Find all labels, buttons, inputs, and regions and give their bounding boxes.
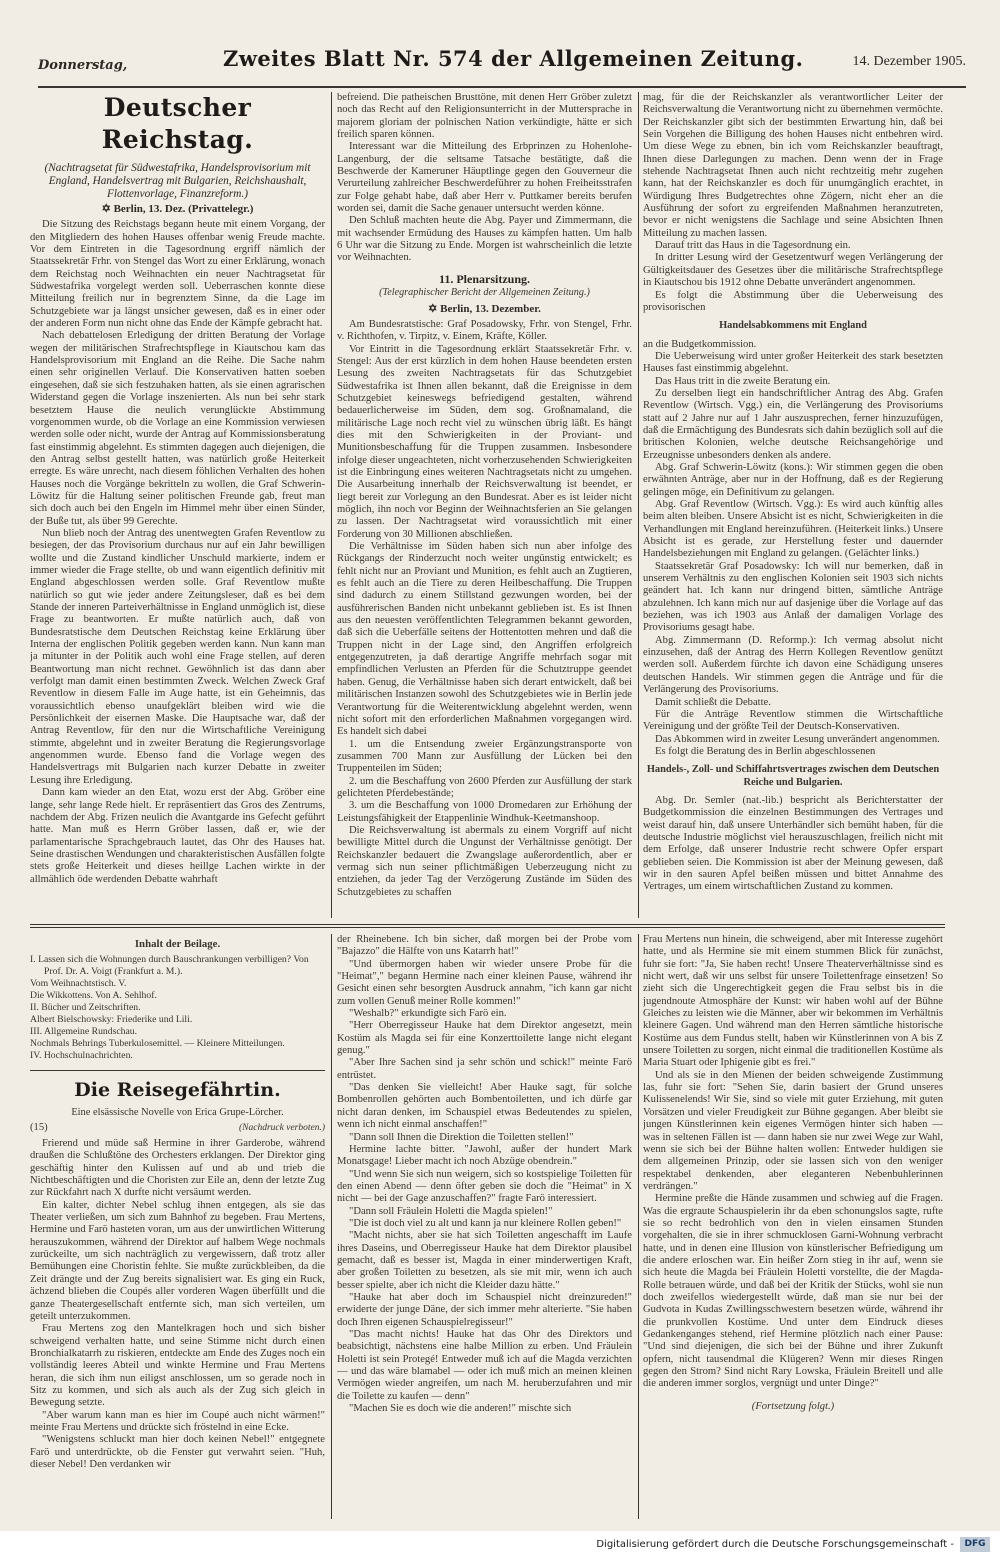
inhalt-title: Inhalt der Beilage.	[134, 938, 221, 950]
inhalt-item: III. Allgemeine Rundschau.	[30, 1026, 138, 1038]
handel-england-heading: Handelsabkommens mit England	[719, 320, 867, 332]
paragraph: "Und wenn Sie sich nun weigern, sich so kostspielige Toiletten für den einen Abend — denn öfter geben sie doch die "Heimat" in X nicht — bei der Gage anzuschaffen?" fragte Farö interessiert.	[337, 1168, 632, 1205]
paragraph: "Weshalb?" erkundigte sich Farö ein.	[349, 1008, 507, 1020]
inhalt-item: Albert Bielschowsky: Friederike und Lili.	[30, 1014, 193, 1026]
paragraph: "Dann soll Ihnen die Direktion die Toiletten stellen!"	[349, 1131, 574, 1143]
paragraph: Interessant war die Mitteilung des Erbprinzen zu Hohenlohe-Langenburg, der die seltsame Tatsache bestätigte, daß die Beschwerde der Kameruner Häuptlinge gegen den Gouverneur die Verurteilung zahlreicher Beschwerdeführer zu hohen Freiheitsstrafen zur Folge gehabt habe, daß aber Herr v. Puttkamer bereits berufen worden sei, damit die Sache genauer untersucht werden könne.	[337, 141, 632, 215]
paragraph: "Machen Sie es doch wie die anderen!" mischte sich	[349, 1403, 572, 1415]
footer-credit: Digitalisierung gefördert durch die Deutsche Forschungsgemeinschaft -	[596, 1539, 954, 1550]
paragraph: Es folgt die Beratung des in Berlin abgeschlossenen	[655, 745, 876, 757]
paragraph: Frau Mertens zog den Mantelkragen hoch und sich bisher schweigend verhalten hatte, und seine Stimme nicht durch einen Bronchialkatarrh zu riskieren, entdeckte am Ende des Zuges noch ein vollständig leeres Abteil und winkte Hermine und Frau Mertens heran, die sich ihm nun eiligst anschlossen, um so gerade noch in Sitz zu kommen, und sich als auch als der Zug sich gleich in Bewegung setzte.	[30, 1323, 325, 1409]
paragraph: Abg. Zimmermann (D. Reformp.): Ich vermag absolut nicht einzusehen, daß der Antrag des Herrn Kollegen Reventlow genützt werden soll. Außerdem fürchte ich davon eine Schädigung unseres deutschen Handels. Wir stimmen gegen die Anträge und für die Verlängerung des Provisoriums.	[643, 634, 943, 696]
column-divider	[331, 92, 332, 918]
paragraph: an die Budgetkommission.	[643, 338, 757, 350]
paragraph: Das Haus tritt in die zweite Beratung ein.	[655, 375, 831, 387]
paragraph: Nun blieb noch der Antrag des unentwegten Grafen Reventlow zu besiegen, der das Provisorium durchaus nur auf ein Jahr bewilligen wollte und die Zustand kindlicher Unschuld markierte, indem er immer wieder die Frage stellte, ob und wann eigentlich definitiv mit England abgeschlossen werden solle. Graf Reventlow mußte natürlich so gut wie jeder andere Zeitungsleser, daß es bei dem Stande der inneren Parteiverhältnisse in England unmöglich ist, diese Frage zu beantworten. Er mußte natürlich auch, daß von Bundesratstische dem Deutschen Reichstag keine Erklärung über Interna der englischen Politik gegeben werden kann. Nun kann man ja mitunter in der Politik auch wohl eine Frage stellen, auf deren Beantwortung man nicht rechnet. Gewöhnlich ist das dann aber verfolgt man damit einen bestimmten Zweck. Welchen Zweck Graf Reventlow in diesem Falle im Auge hatte, ist ein Geheimnis, das voraussichtlich ebenso unaufgeklärt bleiben wird wie die Persönlichkeit der eisernen Maske. Die Hauptsache war, daß der Antrag Reventlow, für den nur die Wirtschaftliche Vereinigung stimmte, abgelehnt und in zweiter Beratung die Regierungsvorlage angenommen wurde. Ebenso fand die Vorlage wegen des Handelsvertrags mit Bulgarien nach kurzer Debatte in zweiter Lesung ihre Erledigung.	[30, 527, 325, 786]
paragraph: "Aber warum kann man es hier im Coupé auch nicht wärmen!" meinte Frau Mertens und drückte sich fröstelnd in eine Ecke.	[30, 1409, 325, 1433]
paragraph: "Macht nichts, aber sie hat sich Toiletten angeschafft im Laufe ihres Daseins, und Oberregisseur Hauke hat dem Direktor plausibel gemacht, daß es besser ist, Magda in einer minderwertigen Kraft, aber großen Toiletten zu besetzen, als sie mit mir, wenn ich auch besser spielte, aber ich nicht die Kleider dazu hätte."	[337, 1230, 632, 1291]
feuilleton-column-2	[337, 934, 632, 1519]
reichstag-heading: Deutscher Reichstag.	[101, 93, 254, 154]
paragraph: "Herr Oberregisseur Hauke hat dem Direktor angesetzt, mein Kostüm als Magda sei für eine Konzerttoilette lange nicht elegant genug."	[337, 1020, 632, 1057]
paragraph: Ein kalter, dichter Nebel schlug ihnen entgegen, als sie das Theater verließen, um sich zum Bahnhof zu begeben. Frau Mertens, Hermine und Farö hasteten voran, um aus der unwirtlichen Witterung herauszukommen, während der Direktor auf halbem Wege nochmals zurückeilte, um sich nachträglich zu vergewissern, daß trotz aller Bemühungen eine Choristin fehlte. Sie mußte zurückbleiben, da die Zeit drängte und der Zug bereits signalisiert war. Es ging ein Ruck, ächzend blieben die Coupés aller vorderen Wagen überfüllt und die ganze Theatergesellschaft entfernte sich, man sich verteilen, um geteilt unterzukommen.	[30, 1199, 325, 1322]
handel-bulgarien-heading: Handels-, Zoll- und Schiffahrtsvertrages zwischen dem Deutschen Reiche und Bulgarien.	[646, 764, 940, 788]
inhalt-item: Die Wikkottens. Von A. Sehlhof.	[30, 990, 157, 1002]
paragraph: Die Sitzung des Reichstags begann heute mit einem Vorgang, der den Mitgliedern des hohen Hauses offenbar wenig Freude machte. Vor dem Eintreten in die Tagesordnung ergriff nämlich der Staatssekretär Frhr. von Stengel das Wort zu einer Erklärung, wonach dem Reichstag noch Weihnachten ein neuer Nachtragsetat für Südwestafrika vorgelegt werden soll. Ueberraschen konnte diese Mitteilung freilich nur in begrenztem Sinne, da die Lage im Schutzgebiete war ja längst unsicher gewesen, daß es in einer oder der anderen Form nun nicht ohne das Ende der Kämpfe gebracht hat.	[30, 219, 325, 330]
column-divider	[331, 934, 332, 1519]
inhalt-item: II. Bücher und Zeitschriften.	[30, 1002, 141, 1014]
paragraph: 1. um die Entsendung zweier Ergänzungstransporte von zusammen 700 Mann zur Ausfüllung der Lücken bei den Truppenteilen im Süden;	[337, 738, 632, 775]
story-meta	[30, 1122, 325, 1138]
paragraph: der Rheinebene. Ich bin sicher, daß morgen bei der Probe vom "Bajazzo" die Hälfte von uns Katarrh hat!"	[337, 934, 632, 958]
paragraph: Und als sie in den Mienen der beiden schweigende Zustimmung las, fuhr sie fort: "Sehen Sie, darin basiert der Grund unseres Kulissenelends! Wir Sie, sind so viele mit guter Erziehung, mit guten Vorsätzen und vieler Freudigkeit zur Bühne gegangen. Aber bleibt sie jungen Künstlerinnen kein eigenes Vermögen hinter sich haben — was in seltenen Fällen ist — dann haben sie nur zwei Wege zur Wahl, wenn sie sich bei der Bühne halten wollen: Entweder huldigen sie dem allgemeinen Prinzip, oder sie lassen sich von den weniger respektabel denkenden, aber eleganteren Nebenbuhlerinnen verdrängen."	[643, 1069, 943, 1192]
paragraph: "Wenigstens schluckt man hier doch keinen Nebel!" entgegnete Farö und unterdrückte, ob die Fenster gut verwahrt seien. "Huh, dieser Nebel! Den verdanken wir	[30, 1434, 325, 1470]
paragraph: Die Reichsverwaltung ist abermals zu einem Vorgriff auf nicht bewilligte Mittel durch die Ungunst der Verhältnisse genötigt. Der Reichskanzler bedauert die Zwangslage außerordentlich, aber er vermag sich nun seiner pflichtmäßigen Ueberzeugung nicht zu entziehen, da jeder Tag der Verzögerung Zustände im Süden des Schutzgebietes zu schaffen	[337, 824, 632, 898]
header-rule	[38, 86, 966, 88]
dfg-logo-icon: DFG	[960, 1537, 990, 1552]
paragraph: "Das macht nichts! Hauke hat das Ohr des Direktors und beabsichtigt, nächstens eine halbe Million zu erben. Und Fräulein Holetti ist sein Protegé! Entweder muß ich auf die Magda verzichten — und das wäre blamabel — oder ich muß mich an meinen kleinen Vermögen wieder angreifen, um nach M. heruberzufahren und mir die Toilette zu kaufen — denn"	[337, 1329, 632, 1402]
paragraph: 2. um die Beschaffung von 2600 Pferden zur Ausfüllung der stark gelichteten Pferdebestände;	[337, 775, 632, 799]
paragraph: Hermine lachte bitter. "Jawohl, außer der hundert Mark Monatsgage! Lieber macht ich noch Abzüge obendrein."	[337, 1143, 632, 1168]
inhalt-list	[30, 954, 325, 1062]
reichstag-column-1	[30, 92, 325, 917]
paragraph: Zu derselben liegt ein handschriftlicher Antrag des Abg. Grafen Reventlow (Wirtsch. Vgg.) ein, die Verlängerung des Provisoriums statt auf 2 Jahre nur auf 1 Jahr auszusprechen, ferner hinzuzufügen, daß die Ermächtigung des Bundesrats sich dahin bezüglich soll auf die britischen Kolonien, welche deutsche Reichsangehörige und Erzeugnisse unbesonders denken als andere.	[643, 387, 943, 461]
inhalt-rule	[30, 1070, 325, 1071]
header-date: 14. Dezember 1905.	[852, 54, 966, 69]
paragraph: Hermine preßte die Hände zusammen und schwieg auf die Fragen. Was die ergraute Schauspielerin ihr da eben schonungslos sagte, rufte sie so recht bedrohlich von den in vielen einsamen Stunden vorgehalten, die sie in ihrer schmucklosen Garni-Wohnung verbracht hatte, und in denen eine Illusion von künstlerischer Befriedigung um die andere erloschen war. Ein heißer Zorn stieg in ihr auf, wenn sie sich heute die Magda bei Fräulein Holetti vorstellte, die der Magda-Rolle betrauen würde, und daß bei der Kritik der Stücks, wohl sie nun doch zweifellos wiedergestellt würde, daß man sie nur bei der Gudvota in Kudas Zwillingsschwestern besetzen würde, während ihr die prunkvollen Kostüme. Und unter dem Eindruck dieses Gedankenganges stehend, rief Hermine plötzlich nach einer Pause: "Und sind diejenigen, die sich bei der Bühne und ihrer Zukunft opfern, nicht tausendmal die Klügeren? Wenn mir dieses Ringen gegen den Strom? Sind nicht Rary Lowska, Fräulein Breitell und alle die anderen immer sorglos, vergnügt und unter Dinge?"	[643, 1193, 943, 1390]
column-divider	[638, 934, 639, 1519]
paragraph: Staatssekretär Graf Posadowsky: Ich will nur bemerken, daß in unserem Verhältnis zu den englischen Kolonien seit 1903 sich nichts geändert hat. Ich kann nur dringend bitten, sämtliche Anträge abzulehnen. Ich kann mich nur auf dasjenige über die Vorlage auf das beziehen, was ich 1903 aus Anlaß der damaligen Vorlage des Provisoriums gesagt habe.	[643, 560, 943, 634]
digitization-footer	[0, 1531, 1000, 1558]
header-day: Donnerstag,	[38, 58, 128, 73]
paragraph: Für die Anträge Reventlow stimmen die Wirtschaftliche Vereinigung und der größte Teil der Deutsch-Konservativen.	[643, 708, 943, 733]
story-number: (15)	[30, 1121, 48, 1133]
paragraph: Nach debattelosen Erledigung der dritten Beratung der Vorlage wegen der militärischen Strafrechtspflege in Kiautschou kam das Handelsprovisorium mit England an die Reihe. Die Sache nahm einen sehr originellen Verlauf. Die Konservativen hatten soeben eingesehen, daß sie sich festzuhaken hatten, als sie einen agrarischen Widerstand gegen die Vorlage inszenierten. Als nun bei sehr stark besetztem Hause die neulich verunglückte Abstimmung vorgenommen wurde, ob die Vorlage an eine Kommission verwiesen werden solle oder nicht, wurde der Antrag auf Kommissionsberatung fast einstimmig abgelehnt. Es stimmten dagegen auch diejenigen, die den Antrag selbst gestellt hatten, was natürlich große Heiterkeit erregte. Es wäre unrecht, nach diesem föhlichen Verhalten des hohen Hauses noch die Vorgänge bekritteln zu wollen, die Graf Schwerin-Löwitz für die Haltung seiner politischen Freunde gab, freut man sich doch auch bei den Engeln im Himmel mehr über einen Sünder, der Buße tut, als über 99 Gerechte.	[30, 330, 325, 527]
paragraph: Abg. Graf Reventlow (Wirtsch. Vgg.): Es wird auch künftig alles beim alten bleiben. Unsere Absicht ist es nicht, Schwierigkeiten in die Verhandlungen mit England hereinzuführen. (Heiterkeit links.) Unsere Absicht ist es gerade, zur Herstellung fester und dauernder Handelsbeziehungen mit England zu gelangen. (Gelächter links.)	[643, 499, 943, 560]
header-title: Zweites Blatt Nr. 574 der Allgemeinen Zeitung.	[223, 46, 804, 71]
page-header	[38, 44, 966, 84]
paragraph: Am Bundesratstische: Graf Posadowsky, Frhr. von Stengel, Frhr. v. Richthofen, v. Tirpitz, v. Einem, Kräfte, Köller.	[337, 318, 632, 343]
paragraph: Damit schließt die Debatte.	[655, 696, 771, 708]
paragraph: 3. um die Beschaffung von 1000 Dromedaren zur Erhöhung der Leistungsfähigkeit der Etappenlinie Windhuk-Keetmanshoop.	[337, 800, 632, 824]
paragraph: Abg. Graf Schwerin-Löwitz (kons.): Wir stimmen gegen die oben erwähnten Anträge, aber nur in der Hoffnung, daß es der Regierung gelingen möge, ein Definitivum zu gelangen.	[643, 461, 943, 498]
section-rule	[30, 927, 945, 928]
paragraph: "Das denken Sie vielleicht! Aber Hauke sagt, für solche Bombenrollen gehörten auch Bombentoiletten, und ich dürfe gar nicht daran denken, im Schauspiel etwas Bedeutendes zu spielen, wenn ich nicht einmal anschaffen!"	[337, 1082, 632, 1131]
paragraph: Frau Mertens nun hinein, die schweigend, aber mit Interesse zugehört hatte, und als Hermine sie mit einem stummen Blick für zunächst, fuhr sie fort: "Ja, Sie haben recht! Unsere Theaterverhältnisse sind es nicht wert, daß wir uns selbst für unsere Toilettenfrage einsetzen! So zieht sich die Ungerechtigkeit gegen die Frau selbst bis in die jugendnoute Atmosphäre der Kunst: wir haben wohl auf der Bühne Gleiches zu leisten wie die Männer, aber wir bekommen im Verhältnis kleinere Gagen. Und während man den Herren sämtliche historische Kostüme aus dem Fundus stellt, haben wir Künstlerinnen von A bis Z unsere Toiletten zu sorgen, nicht einmal die traditionellen Kostüme als Maria Stuart oder Iphigenie gibt es frei."	[643, 934, 943, 1069]
paragraph: Das Abkommen wird in zweiter Lesung unverändert angenommen.	[655, 733, 940, 745]
plenary-heading: 11. Plenarsitzung.	[438, 271, 530, 286]
paragraph: Die Verhältnisse im Süden haben sich nun aber infolge des Rückgangs der Rinderzucht noch weiter ungünstig entwickelt; es fehlt nicht nur an Proviant und Munition, es fehlt auch an Zugtieren, es fehlt auch an die Tiere zu deren Heilbeschaffung. Die Truppen sind dadurch zu einem Stillstand gezwungen worden, bei der ausführerischen Banden nicht unbekannt geblieben ist. Es ist Ihnen aus den neuesten veröffentlichten Telegrammen bekannt geworden, daß sich die Ueberfälle seitens der Hottentotten mehren und daß die Truppen nicht in der Lage sind, den Angriffen erfolgreich entgegenzutreten, ja daß derartige Angriffe mehrfach sogar mit empfindlichen Verlusten an Pferden für die Schutztruppe geendet haben. Genug, die Verhältnisse haben sich derart entwickelt, daß bei militärischen Instanzen sowohl des Schutzgebietes wie in Berlin jede Verantwortung für die Weiterentwicklung abgelehnt werden, wenn nicht sofort mit den erforderlichen Maßnahmen vorgegangen wird. Es handelt sich dabei	[337, 541, 632, 738]
paragraph: "Und übermorgen haben wir wieder unsere Probe für die "Heimat"," begann Hermine nach einer kleinen Pause, während ihr Gesicht einen sehr besorgten Ausdruck annahm, "ich kann gar nicht zum vollen Genuß meiner Rolle kommen!"	[337, 958, 632, 1007]
paragraph: "Aber Ihre Sachen sind ja sehr schön und schick!" meinte Farö entrüstet.	[337, 1057, 632, 1081]
paragraph: "Hauke hat aber doch im Schauspiel nicht dreinzureden!" erwiderte der junge Däne, der sich immer mehr alterierte. "Sie haben doch Ihren eigenen Schauspielregisseur!"	[337, 1291, 632, 1328]
paragraph: Darauf tritt das Haus in die Tagesordnung ein.	[655, 240, 851, 252]
plenary-source: (Telegraphischer Bericht der Allgemeinen Zeitung.)	[379, 287, 590, 299]
column-divider	[638, 92, 639, 918]
story-byline: Eine elsässische Novelle von Erica Grupe-Lörcher.	[71, 1107, 284, 1119]
plenary-dateline: ✡ Berlin, 13. Dezember.	[428, 302, 541, 315]
story-title: Die Reisegefährtin.	[74, 1079, 281, 1102]
paragraph: Abg. Dr. Semler (nat.-lib.) bespricht als Berichterstatter der Budgetkommission die einzelnen Bestimmungen des Vertrages und weist darauf hin, daß unsere Unterhändler sich bemüht haben, für die deutsche Industrie möglichst viel herauszuschlagen, freilich nicht mit dem Erfolge, daß unserer Industrie recht schwere Opfer erspart geblieben seien. Die Kommission ist aber der Meinung gewesen, daß wir in den sauren Apfel beißen müssen und bittet Annahme des Vertrages, um einem wirtschaftlichen Zustand zu kommen.	[643, 794, 943, 893]
inhalt-item: IV. Hochschulnachrichten.	[30, 1050, 133, 1062]
inhalt-item: Nochmals Behrings Tuberkulosemittel. — Kleinere Mitteilungen.	[30, 1038, 285, 1050]
feuilleton-column-1	[30, 938, 325, 1518]
fortsetzung-note: (Fortsetzung folgt.)	[751, 1400, 835, 1412]
paragraph: befreiend. Die patheischen Brusttöne, mit denen Herr Gröber zuletzt noch das Recht auf den Religionsunterricht in der Muttersprache in majorem gloriam der polnischen Nation verkündigte, hätte er sich freilich sparen können.	[337, 92, 632, 141]
paragraph: Den Schluß machten heute die Abg. Payer und Zimmermann, die mit wachsender Ermüdung des Hauses zu kämpfen hatten. Um halb 6 Uhr war die Sitzung zu Ende. Morgen ist wahrscheinlich die letzte vor Weihnachten.	[337, 215, 632, 264]
paragraph: Frierend und müde saß Hermine in ihrer Garderobe, während draußen die Schlußtöne des Orchesters erklangen. Der Direktor ging geschäftig hinter den Kulissen auf und ab und trieb die Nichtbeschäftigten und die Choristen zur Eile an, denn der letzte Zug zur Rückfahrt nach X durfte nicht versäumt werden.	[30, 1138, 325, 1199]
paragraph: "Die ist doch viel zu alt und kann ja nur kleinere Rollen geben!"	[349, 1217, 622, 1229]
paragraph: mag, für die der Reichskanzler als verantwortlicher Leiter der Reichsverwaltung die Verantwortung nicht zu übernehmen vermöchte. Der Reichskanzler gibt sich der bestimmten Erwartung hin, daß bei Sein Vorgehen die Billigung des hohen Hauses nicht entbehren wird. Um diese Wege zu ebnen, bin ich vom Reichskanzler beauftragt, Ihnen diese Darlegungen zu machen. Denn wenn der in Frage stehende Nachtragsetat Ihnen auch nicht rechtzeitig mehr zugehen kann, hat der Reichskanzler es doch für unumgänglich erachtet, in Würdigung Ihres Budgetrechtes ohne Zögern, nicht eher an die Ausführung der sofort zu ergreifenden Maßnahmen heranzutreten, bevor er nicht wenigstens die Sachlage und seine Absichten Ihnen Mitteilung zu machen lassen.	[643, 92, 943, 239]
reichstag-column-3	[643, 92, 943, 917]
inhalt-item: Vom Weihnachtstisch. V.	[30, 978, 127, 990]
nachdruck-notice: (Nachdruck verboten.)	[239, 1122, 325, 1133]
paragraph: In dritter Lesung wird der Gesetzentwurf wegen Verlängerung der Gültigkeitsdauer des Gesetzes über die militärische Strafrechtspflege in Kiautschou bis 1912 ohne Debatte unverändert angenommen.	[643, 252, 943, 289]
reichstag-dateline: ✡ Berlin, 13. Dez. (Privattelegr.)	[101, 203, 254, 215]
paragraph: "Dann soll Fräulein Holetti die Magda spielen!"	[349, 1205, 553, 1217]
section-rule	[30, 924, 945, 925]
paragraph: Vor Eintritt in die Tagesordnung erklärt Staatssekretär Frhr. v. Stengel: Aus der erst kürzlich in dem hohen Hause beendeten ersten Lesung des zweiten Nachtragsetats für das Schutzgebiet Südwestafrika ist Ihnen allen bekannt, daß die Ereignisse in dem Schutzgebiet keineswegs befriedigend gestalten, während bedauerlicherweise im Süden, dem sog. Großnamaland, die militärische Lage noch recht viel zu wünschen übrig läßt. Es hängt dies mit den Schwierigkeiten in der Proviant- und Munitionsbeschaffung für die Truppen zusammen. Insbesondere infolge dieser ungeachteten, nicht vorherzusehenden Schwierigkeiten ist die Einbringung eines weiteren Nachtragsetats nicht zu umgehen. Die Ausarbeitung innerhalb der Reichsverwaltung ist beendet, er liegt bereit zur Vorlegung an den Bundesrat. Aber es ist leider nicht möglich, ihn noch vor Beginn der Weihnachtsferien an Sie gelangen zu lassen. Der Nachtragsetat wird voraussichtlich mit einer Forderung von 30 Millionen abschließen.	[337, 343, 632, 540]
inhalt-item: I. Lassen sich die Wohnungen durch Bauschrankungen verbilligen? Von Prof. Dr. A. Voigt (Frankfurt a. M.).	[30, 954, 309, 978]
feuilleton-column-3	[643, 934, 943, 1519]
reichstag-column-2	[337, 92, 632, 917]
paragraph: Dann kam wieder an den Etat, wozu erst der Abg. Gröber eine lange, sehr lange Rede hielt. Er repräsentiert das Gros des Zentrums, nachdem der Abg. Frizen neulich die Avantgarde ins Gefecht geführt hatte. Man muß es Herrn Gröber lassen, daß er, wie der parlamentarische Sprachgebrauch lautet, das Ohr des Hauses hat. Seine drastischen Wendungen und charakteristischen Ausfällen folgte stets große Heiterkeit und dieses heillge Lachen wirkte in der allmählich öde werdenden Debatte wahrhaft	[30, 787, 325, 885]
paragraph: Die Ueberweisung wird unter großer Heiterkeit des stark besetzten Hauses fast einstimmig abgelehnt.	[643, 350, 943, 375]
reichstag-subtitle: (Nachtragsetat für Südwestafrika, Handelsprovisorium mit England, Handelsvertrag mit Bulgarien, Reichshaushalt, Flottenvorlage, Finanzreform.)	[44, 162, 311, 200]
paragraph: Es folgt die Abstimmung über die Ueberweisung des provisorischen	[643, 289, 943, 313]
